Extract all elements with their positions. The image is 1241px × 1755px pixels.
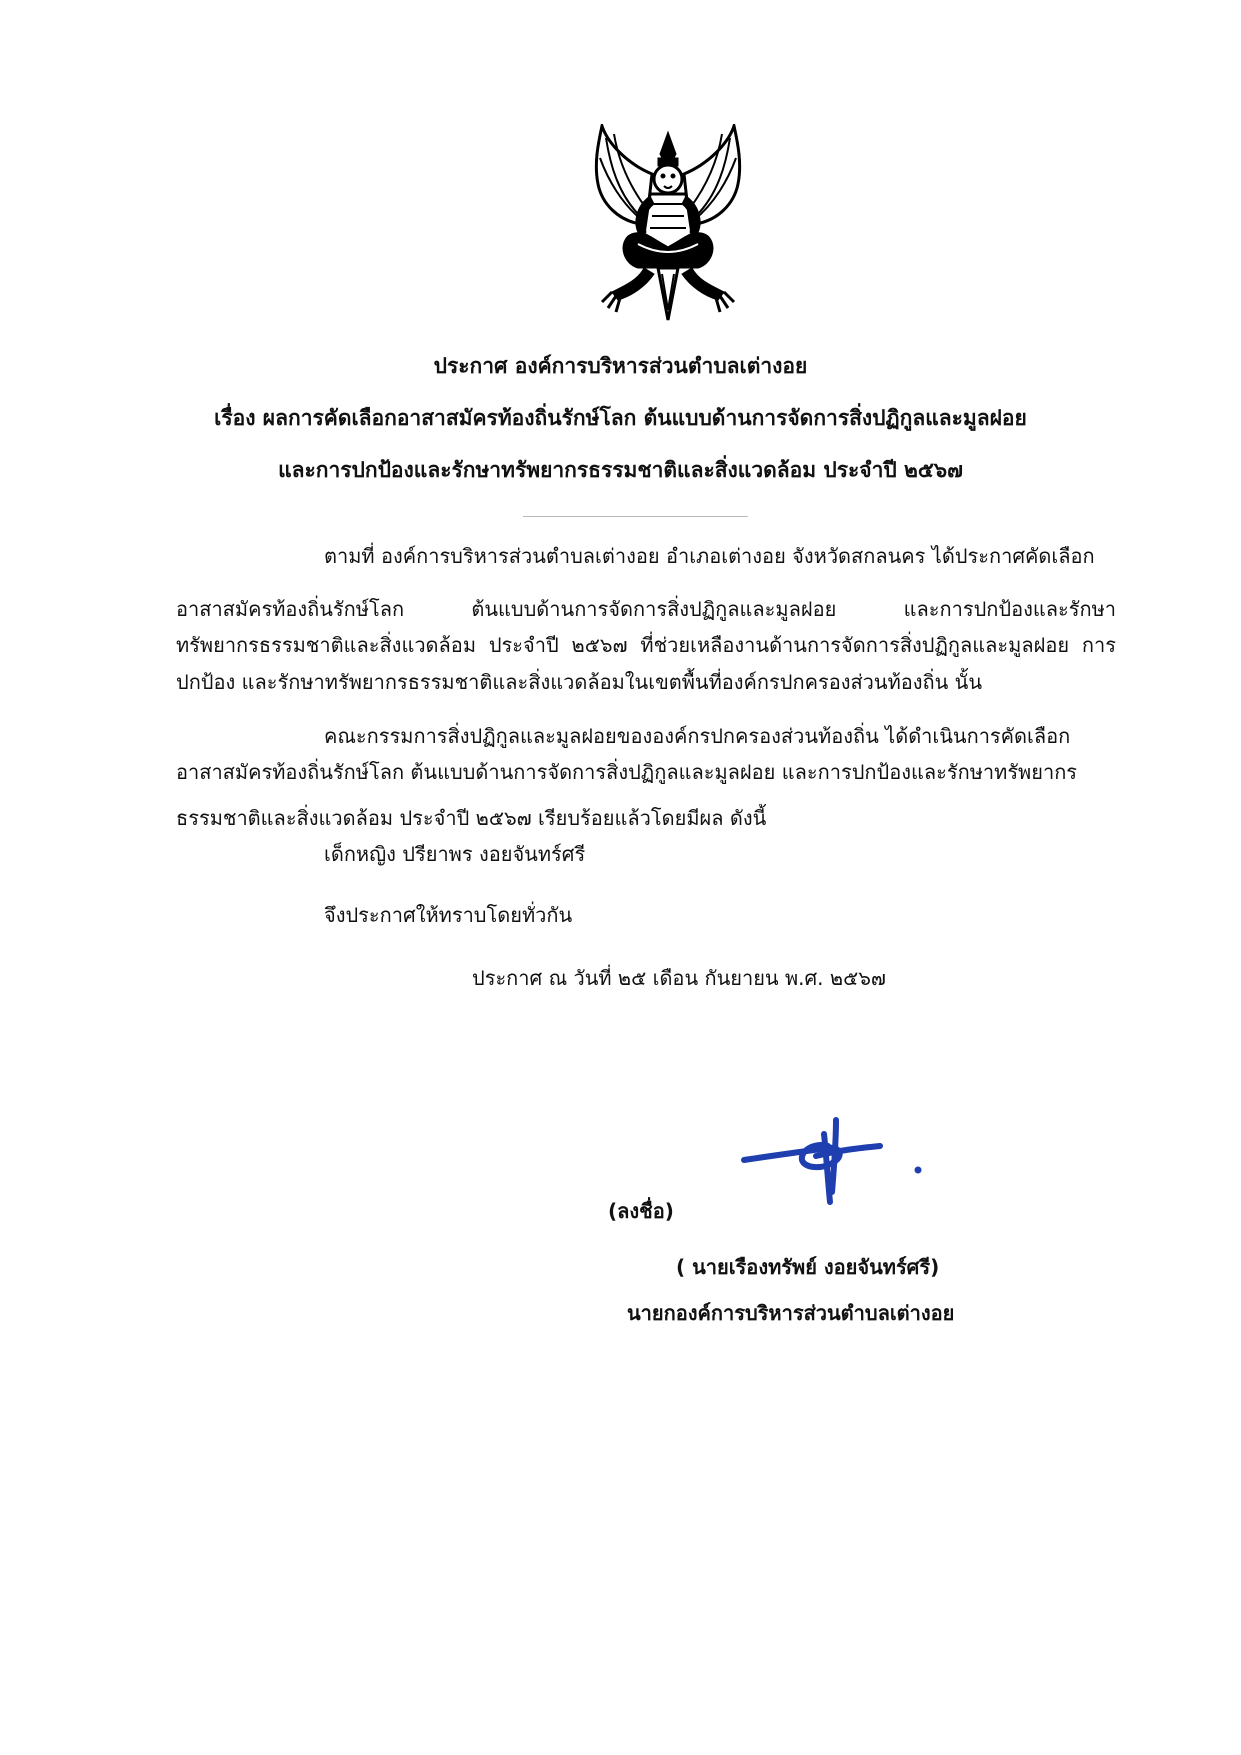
signature-image: [740, 1112, 930, 1206]
subject-line-2: และการปกป้องและรักษาทรัพยากรธรรมชาติและสิ่งแวดล้อม ประจำปี ๒๕๖๗: [278, 458, 963, 482]
announcement-title: ประกาศ องค์การบริหารส่วนตำบลเต่างอย: [433, 354, 808, 378]
signatory-position: นายกองค์การบริหารส่วนตำบลเต่างอย: [627, 1301, 955, 1325]
paragraph-1-line-4: ปกป้อง และรักษาทรัพยากรธรรมชาติและสิ่งแวดล้อมในเขตพื้นที่องค์กรปกครองส่วนท้องถิ่น นั้น: [176, 670, 983, 694]
paragraph-2-line-2: อาสาสมัครท้องถิ่นรักษ์โลก ต้นแบบด้านการจัดการสิ่งปฏิกูลและมูลฝอย และการปกป้องและรักษาทรัพยากร: [176, 760, 1078, 784]
signatory-name: ( นายเรืองทรัพย์ งอยจันทร์ศรี): [676, 1255, 940, 1279]
paragraph-2-line-3: ธรรมชาติและสิ่งแวดล้อม ประจำปี ๒๕๖๗ เรียบร้อยแล้วโดยมีผล ดังนี้: [176, 806, 767, 830]
signature-label: (ลงชื่อ): [608, 1199, 674, 1223]
garuda-emblem-icon: [588, 124, 748, 329]
subject-line-1: เรื่อง ผลการคัดเลือกอาสาสมัครท้องถิ่นรักษ์โลก ต้นแบบด้านการจัดการสิ่งปฏิกูลและมูลฝอย: [214, 406, 1027, 430]
divider: [523, 516, 748, 517]
paragraph-1-line-1: ตามที่ องค์การบริหารส่วนตำบลเต่างอย อำเภอเต่างอย จังหวัดสกลนคร ได้ประกาศคัดเลือก: [324, 544, 1095, 568]
paragraph-2-line-1: คณะกรรมการสิ่งปฏิกูลและมูลฝอยขององค์กรปกครองส่วนท้องถิ่น ได้ดำเนินการคัดเลือก: [324, 724, 1071, 748]
paragraph-1-line-2: อาสาสมัครท้องถิ่นรักษ์โลก ต้นแบบด้านการจัดการสิ่งปฏิกูลและมูลฝอย และการปกป้องและรักษา: [176, 597, 1116, 621]
paragraph-1-line-3: ทรัพยากรธรรมชาติและสิ่งแวดล้อม ประจำปี ๒๕๖๗ ที่ช่วยเหลืองานด้านการจัดการสิ่งปฏิกูลและมูลฝอย การ: [176, 633, 1116, 657]
announcement-date: ประกาศ ณ วันที่ ๒๕ เดือน กันยายน พ.ศ. ๒๕๖๗: [472, 966, 886, 990]
closing-statement: จึงประกาศให้ทราบโดยทั่วกัน: [324, 903, 573, 927]
selected-person: เด็กหญิง ปรียาพร งอยจันทร์ศรี: [324, 842, 586, 866]
